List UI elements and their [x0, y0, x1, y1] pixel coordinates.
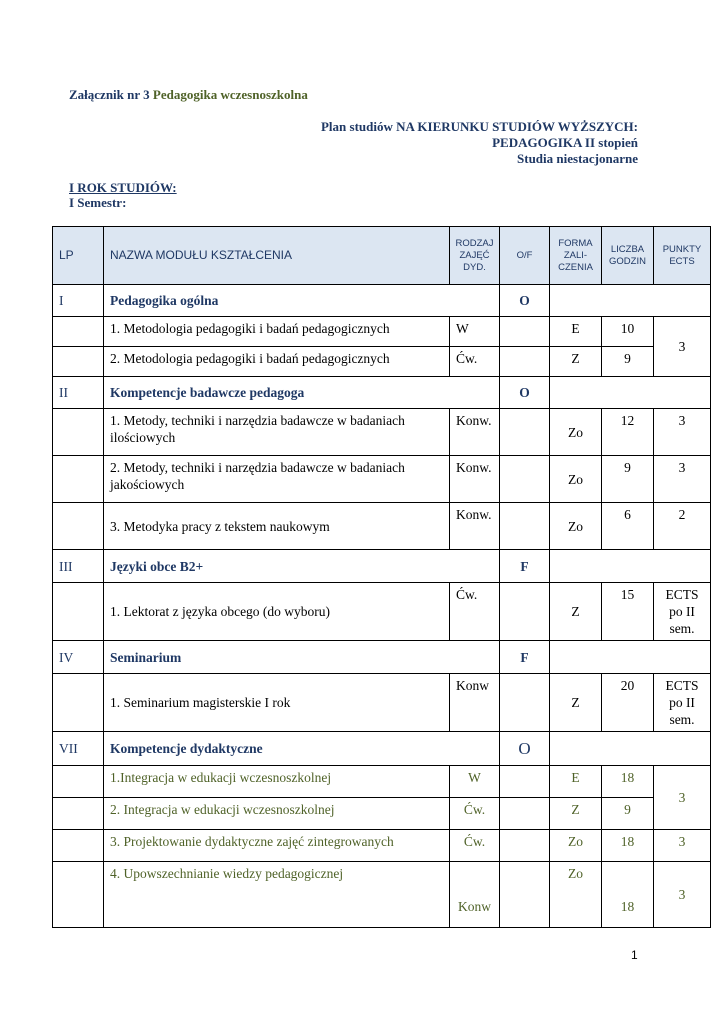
lp-cell	[53, 766, 104, 798]
course-of	[500, 766, 550, 798]
course-of	[500, 583, 550, 641]
course-of	[500, 862, 550, 928]
course-form: Zo	[550, 862, 602, 928]
course-form: E	[550, 766, 602, 798]
table-header-row	[53, 227, 711, 285]
course-of	[500, 456, 550, 503]
col-header-of: O/F	[500, 227, 550, 285]
course-type: Konw.	[450, 409, 500, 456]
table-row	[53, 503, 711, 550]
annex-subject: Pedagogika wczesnoszkolna	[152, 87, 308, 102]
semester: I Semestr:	[69, 195, 127, 210]
module-row	[53, 732, 711, 766]
course-hours: 15	[602, 583, 654, 641]
module-number: III	[53, 550, 104, 583]
course-of	[500, 830, 550, 862]
course-name: 2. Integracja w edukacji wczesnoszkolnej	[104, 798, 450, 830]
table-row	[53, 456, 711, 503]
course-type: Konw	[450, 674, 500, 732]
course-type: Ćw.	[450, 798, 500, 830]
course-form: Z	[550, 798, 602, 830]
course-of	[500, 409, 550, 456]
lp-cell	[53, 798, 104, 830]
table-row	[53, 798, 711, 830]
col-header-ects: PUNKTY ECTS	[654, 227, 711, 285]
course-hours: 9	[602, 798, 654, 830]
course-ects: 3	[654, 409, 711, 456]
course-name: 2. Metodologia pedagogiki i badań pedagogicznych	[104, 347, 450, 377]
lp-cell	[53, 583, 104, 641]
course-hours: 9	[602, 347, 654, 377]
module-number: I	[53, 285, 104, 317]
course-of	[500, 798, 550, 830]
col-header-hours: LICZBA GODZIN	[602, 227, 654, 285]
course-hours: 6	[602, 503, 654, 550]
module-empty	[550, 550, 711, 583]
course-hours: 18	[602, 862, 654, 928]
course-name: 3. Metodyka pracy z tekstem naukowym	[104, 503, 450, 550]
module-row	[53, 377, 711, 409]
course-ects: 3	[654, 830, 711, 862]
course-name: 1. Metodologia pedagogiki i badań pedagogicznych	[104, 317, 450, 347]
plan-line-3: Studia niestacjonarne	[517, 151, 638, 166]
course-form: E	[550, 317, 602, 347]
module-row	[53, 641, 711, 674]
lp-cell	[53, 674, 104, 732]
module-name: Pedagogika ogólna	[104, 285, 500, 317]
lp-cell	[53, 347, 104, 377]
course-ects: 3	[654, 766, 711, 830]
course-hours: 18	[602, 830, 654, 862]
course-form: Zo	[550, 409, 602, 456]
table-row	[53, 766, 711, 798]
study-year: I ROK STUDIÓW:	[69, 180, 177, 195]
module-row	[53, 285, 711, 317]
course-ects: ECTS po II sem.	[654, 674, 711, 732]
course-type: Ćw.	[450, 830, 500, 862]
course-name: 1. Metody, techniki i narzędzia badawcze w badaniach ilościowych	[104, 409, 450, 456]
annex-label: Załącznik nr 3	[69, 87, 150, 102]
course-type: Konw.	[450, 456, 500, 503]
course-form: Zo	[550, 456, 602, 503]
course-name: 4. Upowszechnianie wiedzy pedagogicznej	[104, 862, 450, 928]
course-ects: 2	[654, 503, 711, 550]
course-ects: 3	[654, 317, 711, 377]
annex-title	[69, 87, 308, 103]
lp-cell	[53, 317, 104, 347]
course-of	[500, 317, 550, 347]
course-name: 2. Metody, techniki i narzędzia badawcze w badaniach jakościowych	[104, 456, 450, 503]
module-of: F	[500, 550, 550, 583]
course-form: Z	[550, 674, 602, 732]
module-name: Kompetencje dydaktyczne	[104, 732, 500, 766]
course-hours: 20	[602, 674, 654, 732]
module-name: Seminarium	[104, 641, 500, 674]
course-name: 3. Projektowanie dydaktyczne zajęć zintegrowanych	[104, 830, 450, 862]
module-of: O	[500, 285, 550, 317]
lp-cell	[53, 830, 104, 862]
course-form: Z	[550, 583, 602, 641]
course-name: 1. Seminarium magisterskie I rok	[104, 674, 450, 732]
page-number: 1	[631, 948, 638, 962]
module-name: Kompetencje badawcze pedagoga	[104, 377, 500, 409]
col-header-lp: LP	[53, 227, 104, 285]
module-number: II	[53, 377, 104, 409]
course-type: W	[450, 317, 500, 347]
module-empty	[550, 732, 711, 766]
course-name: 1.Integracja w edukacji wczesnoszkolnej	[104, 766, 450, 798]
course-of	[500, 674, 550, 732]
module-of: O	[500, 377, 550, 409]
module-empty	[550, 285, 711, 317]
col-header-name: NAZWA MODUŁU KSZTAŁCENIA	[104, 227, 450, 285]
module-empty	[550, 377, 711, 409]
course-hours: 10	[602, 317, 654, 347]
course-type: Ćw.	[450, 347, 500, 377]
table-row	[53, 830, 711, 862]
table-row	[53, 583, 711, 641]
study-plan-table	[52, 226, 711, 928]
course-of	[500, 347, 550, 377]
module-name: Języki obce B2+	[104, 550, 500, 583]
module-empty	[550, 641, 711, 674]
table-row	[53, 347, 711, 377]
course-form: Z	[550, 347, 602, 377]
module-of: O	[500, 732, 550, 766]
table-row	[53, 862, 711, 928]
col-header-form: FORMA ZALI-CZENIA	[550, 227, 602, 285]
course-hours: 9	[602, 456, 654, 503]
module-of: F	[500, 641, 550, 674]
course-form: Zo	[550, 503, 602, 550]
course-type: Konw	[450, 862, 500, 928]
table-row	[53, 409, 711, 456]
table-row	[53, 317, 711, 347]
course-ects: 3	[654, 862, 711, 928]
lp-cell	[53, 456, 104, 503]
course-name: 1. Lektorat z języka obcego (do wyboru)	[104, 583, 450, 641]
course-ects: 3	[654, 456, 711, 503]
course-ects: ECTS po II sem.	[654, 583, 711, 641]
lp-cell	[53, 862, 104, 928]
module-number: VII	[53, 732, 104, 766]
plan-line-2: PEDAGOGIKA II stopień	[492, 135, 638, 150]
module-number: IV	[53, 641, 104, 674]
course-type: W	[450, 766, 500, 798]
lp-cell	[53, 503, 104, 550]
course-hours: 12	[602, 409, 654, 456]
course-form: Zo	[550, 830, 602, 862]
module-row	[53, 550, 711, 583]
col-header-type: RODZAJ ZAJĘĆ DYD.	[450, 227, 500, 285]
course-of	[500, 503, 550, 550]
course-type: Konw.	[450, 503, 500, 550]
course-hours: 18	[602, 766, 654, 798]
plan-line-1: Plan studiów NA KIERUNKU STUDIÓW WYŻSZYCH:	[320, 119, 638, 134]
course-type: Ćw.	[450, 583, 500, 641]
lp-cell	[53, 409, 104, 456]
table-row	[53, 674, 711, 732]
